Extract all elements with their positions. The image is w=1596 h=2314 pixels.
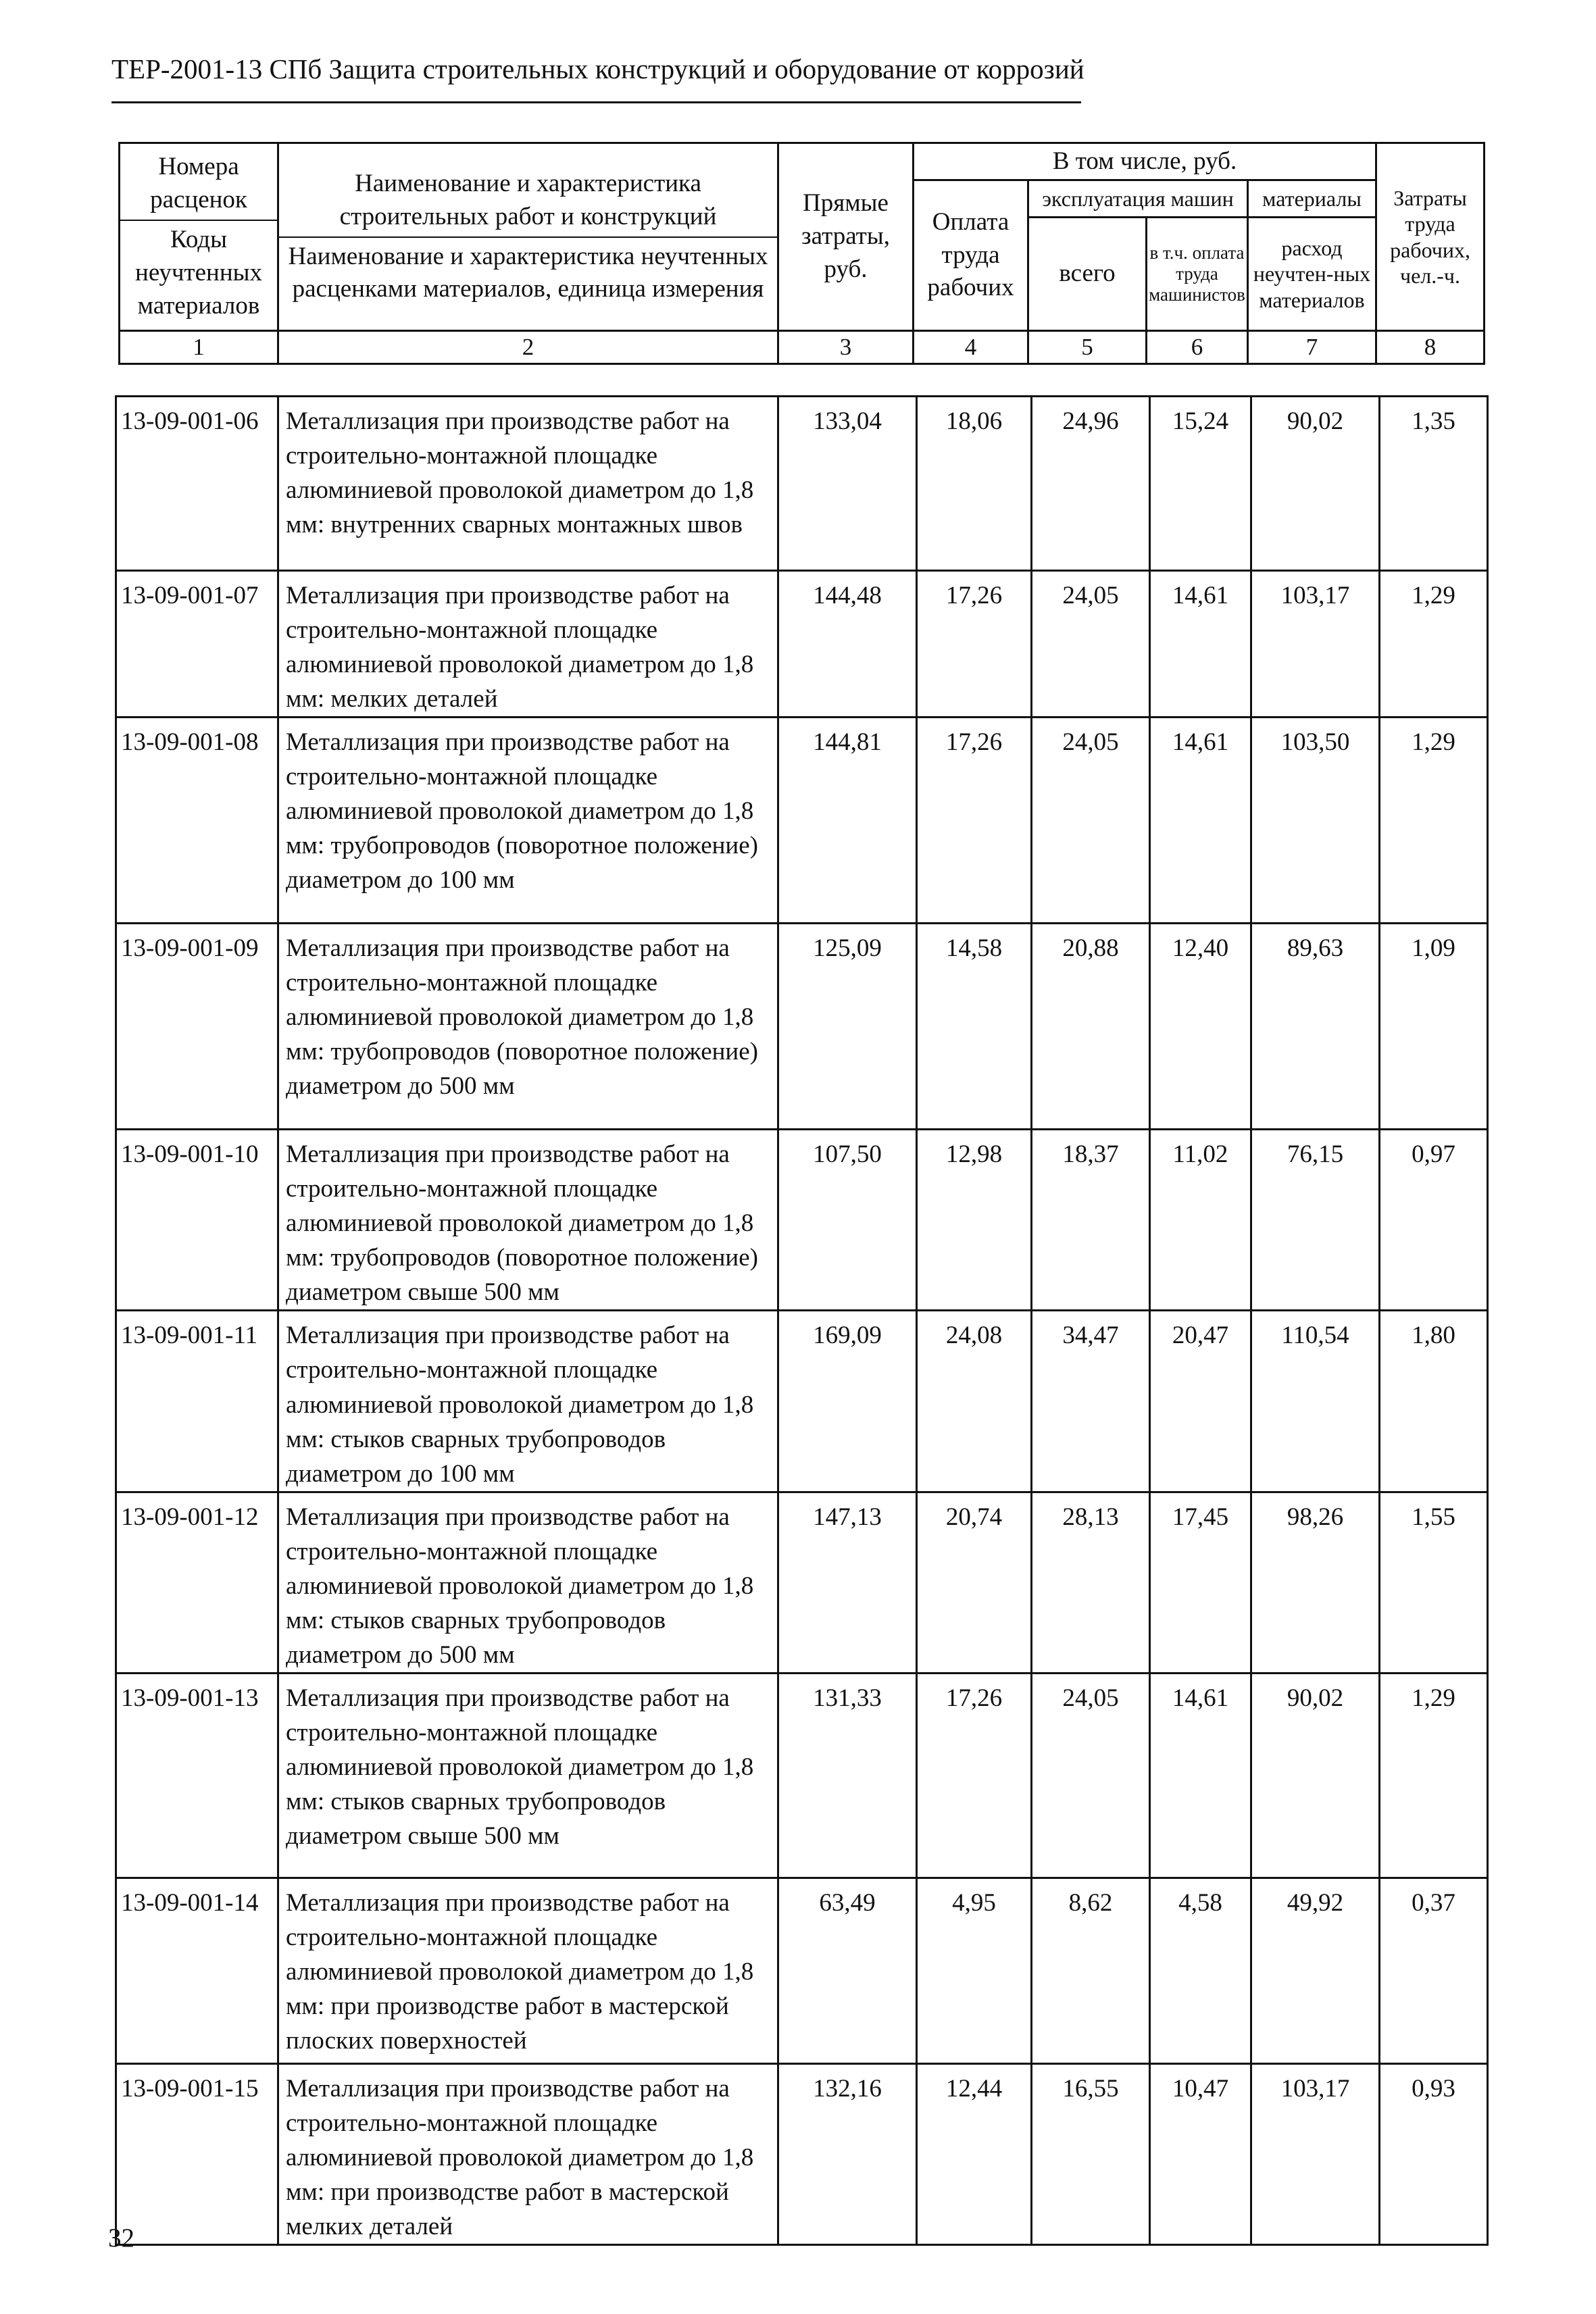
rate-direct-costs: 63,49 (778, 1878, 917, 2063)
rate-name: Металлизация при производстве работ на строительно-монтажной площадке алюминиевой проволокой диаметром до 1,8 мм: стыков сварных трубопроводов диаметром до 100 мм (278, 1311, 778, 1492)
rate-wages: 17,26 (917, 1673, 1032, 1878)
column-number-1: 1 (120, 331, 278, 364)
rate-machines: 28,13 (1032, 1492, 1150, 1673)
header-rates-numbers: Номера расценок (120, 151, 277, 221)
table-row (116, 1673, 1488, 1878)
rate-code: 13-09-001-09 (116, 924, 278, 1130)
rate-machinists: 12,40 (1150, 924, 1251, 1130)
rate-wages: 18,06 (917, 397, 1032, 571)
table-row (116, 397, 1488, 571)
rate-wages: 24,08 (917, 1311, 1032, 1492)
column-number-4: 4 (914, 331, 1028, 364)
header-wages: Оплата труда рабочих (914, 180, 1028, 331)
rate-name: Металлизация при производстве работ на строительно-монтажной площадке алюминиевой проволокой диаметром до 1,8 мм: при производстве работ в мастерской мелких деталей (278, 2063, 778, 2244)
rate-labor: 0,93 (1380, 2063, 1488, 2244)
table-row (116, 718, 1488, 924)
rate-materials: 110,54 (1251, 1311, 1380, 1492)
header-rule (111, 101, 1081, 103)
rate-machines: 16,55 (1032, 2063, 1150, 2244)
header-machines-wages: в т.ч. оплата труда машинистов (1147, 218, 1248, 331)
rate-direct-costs: 133,04 (778, 397, 917, 571)
rate-labor: 1,29 (1380, 1673, 1488, 1878)
rates-table (115, 395, 1489, 2246)
rate-machinists: 14,61 (1150, 718, 1251, 924)
column-number-5: 5 (1028, 331, 1147, 364)
table-row (116, 2063, 1488, 2244)
header-machines-total: всего (1028, 218, 1147, 331)
rate-wages: 12,98 (917, 1130, 1032, 1311)
rate-direct-costs: 132,16 (778, 2063, 917, 2244)
rate-wages: 12,44 (917, 2063, 1032, 2244)
rate-code: 13-09-001-11 (116, 1311, 278, 1492)
rate-materials: 49,92 (1251, 1878, 1380, 2063)
rate-code: 13-09-001-06 (116, 397, 278, 571)
rate-code: 13-09-001-12 (116, 1492, 278, 1673)
rate-machinists: 14,61 (1150, 1673, 1251, 1878)
rate-direct-costs: 169,09 (778, 1311, 917, 1492)
rate-labor: 1,09 (1380, 924, 1488, 1130)
header-direct-costs: Прямые затраты, руб. (778, 143, 914, 331)
table-header (118, 142, 1485, 365)
rate-name: Металлизация при производстве работ на строительно-монтажной площадке алюминиевой проволокой диаметром до 1,8 мм: внутренних сварных монтажных швов (278, 397, 778, 571)
rate-code: 13-09-001-14 (116, 1878, 278, 2063)
rate-name: Металлизация при производстве работ на строительно-монтажной площадке алюминиевой проволокой диаметром до 1,8 мм: трубопроводов (поворотное положение) диаметром свыше 500 мм (278, 1130, 778, 1311)
header-material-codes: Коды неучтенных материалов (135, 226, 262, 320)
rate-machinists: 20,47 (1150, 1311, 1251, 1492)
rate-code: 13-09-001-08 (116, 718, 278, 924)
rate-wages: 17,26 (917, 718, 1032, 924)
rate-name: Металлизация при производстве работ на строительно-монтажной площадке алюминиевой проволокой диаметром до 1,8 мм: при производстве работ в мастерской плоских поверхностей (278, 1878, 778, 2063)
column-number-6: 6 (1147, 331, 1248, 364)
rate-name: Металлизация при производстве работ на строительно-монтажной площадке алюминиевой проволокой диаметром до 1,8 мм: трубопроводов (поворотное положение) диаметром до 500 мм (278, 924, 778, 1130)
header-material-name: Наименование и характеристика неучтенных расценками материалов, единица измерения (288, 242, 768, 303)
column-number-7: 7 (1248, 331, 1376, 364)
rate-materials: 103,17 (1251, 571, 1380, 718)
rate-direct-costs: 125,09 (778, 924, 917, 1130)
rate-machinists: 4,58 (1150, 1878, 1251, 2063)
rate-labor: 1,29 (1380, 571, 1488, 718)
header-including: В том числе, руб. (914, 143, 1376, 180)
rate-labor: 1,55 (1380, 1492, 1488, 1673)
header-codes-cell (120, 143, 278, 331)
rate-materials: 90,02 (1251, 1673, 1380, 1878)
rate-machines: 24,96 (1032, 397, 1150, 571)
rate-labor: 1,80 (1380, 1311, 1488, 1492)
rate-direct-costs: 144,48 (778, 571, 917, 718)
rate-code: 13-09-001-15 (116, 2063, 278, 2244)
header-materials-unaccounted: расход неучтен-ных материалов (1248, 218, 1376, 331)
rate-labor: 1,29 (1380, 718, 1488, 924)
rate-machines: 24,05 (1032, 571, 1150, 718)
rate-code: 13-09-001-10 (116, 1130, 278, 1311)
rate-materials: 89,63 (1251, 924, 1380, 1130)
page-header-title: ТЕР-2001-13 СПб Защита строительных конструкций и оборудование от коррозий (111, 53, 1084, 84)
header-machines: эксплуатация машин (1028, 180, 1248, 218)
header-work-name: Наименование и характеристика строительных работ и конструкций (279, 168, 777, 238)
rate-wages: 14,58 (917, 924, 1032, 1130)
table-row (116, 1878, 1488, 2063)
rate-machinists: 15,24 (1150, 397, 1251, 571)
header-materials: материалы (1248, 180, 1376, 218)
rate-code: 13-09-001-13 (116, 1673, 278, 1878)
rate-direct-costs: 131,33 (778, 1673, 917, 1878)
rate-wages: 20,74 (917, 1492, 1032, 1673)
rate-labor: 0,97 (1380, 1130, 1488, 1311)
rate-machines: 20,88 (1032, 924, 1150, 1130)
rate-machines: 24,05 (1032, 1673, 1150, 1878)
table-row (116, 1130, 1488, 1311)
rate-direct-costs: 147,13 (778, 1492, 917, 1673)
rate-materials: 90,02 (1251, 397, 1380, 571)
rate-materials: 103,50 (1251, 718, 1380, 924)
rate-machinists: 11,02 (1150, 1130, 1251, 1311)
table-row (116, 924, 1488, 1130)
rate-name: Металлизация при производстве работ на строительно-монтажной площадке алюминиевой проволокой диаметром до 1,8 мм: трубопроводов (поворотное положение) диаметром до 100 мм (278, 718, 778, 924)
rate-direct-costs: 144,81 (778, 718, 917, 924)
rate-machinists: 10,47 (1150, 2063, 1251, 2244)
rate-code: 13-09-001-07 (116, 571, 278, 718)
rate-materials: 103,17 (1251, 2063, 1380, 2244)
rate-wages: 17,26 (917, 571, 1032, 718)
rate-materials: 76,15 (1251, 1130, 1380, 1311)
rate-wages: 4,95 (917, 1878, 1032, 2063)
column-number-8: 8 (1376, 331, 1485, 364)
table-row (116, 571, 1488, 718)
rate-labor: 0,37 (1380, 1878, 1488, 2063)
table-row (116, 1311, 1488, 1492)
rate-direct-costs: 107,50 (778, 1130, 917, 1311)
column-number-3: 3 (778, 331, 914, 364)
rate-labor: 1,35 (1380, 397, 1488, 571)
header-labor: Затраты труда рабочих, чел.-ч. (1376, 143, 1485, 331)
rate-materials: 98,26 (1251, 1492, 1380, 1673)
page-number: 32 (108, 2223, 134, 2253)
rate-machinists: 14,61 (1150, 571, 1251, 718)
column-number-2: 2 (278, 331, 778, 364)
rate-machines: 24,05 (1032, 718, 1150, 924)
rate-machines: 18,37 (1032, 1130, 1150, 1311)
rate-name: Металлизация при производстве работ на строительно-монтажной площадке алюминиевой проволокой диаметром до 1,8 мм: стыков сварных трубопроводов диаметром свыше 500 мм (278, 1673, 778, 1878)
rate-machines: 8,62 (1032, 1878, 1150, 2063)
rate-name: Металлизация при производстве работ на строительно-монтажной площадке алюминиевой проволокой диаметром до 1,8 мм: стыков сварных трубопроводов диаметром до 500 мм (278, 1492, 778, 1673)
rate-machines: 34,47 (1032, 1311, 1150, 1492)
rate-machinists: 17,45 (1150, 1492, 1251, 1673)
header-names-cell (278, 143, 778, 331)
table-row (116, 1492, 1488, 1673)
rate-name: Металлизация при производстве работ на строительно-монтажной площадке алюминиевой проволокой диаметром до 1,8 мм: мелких деталей (278, 571, 778, 718)
